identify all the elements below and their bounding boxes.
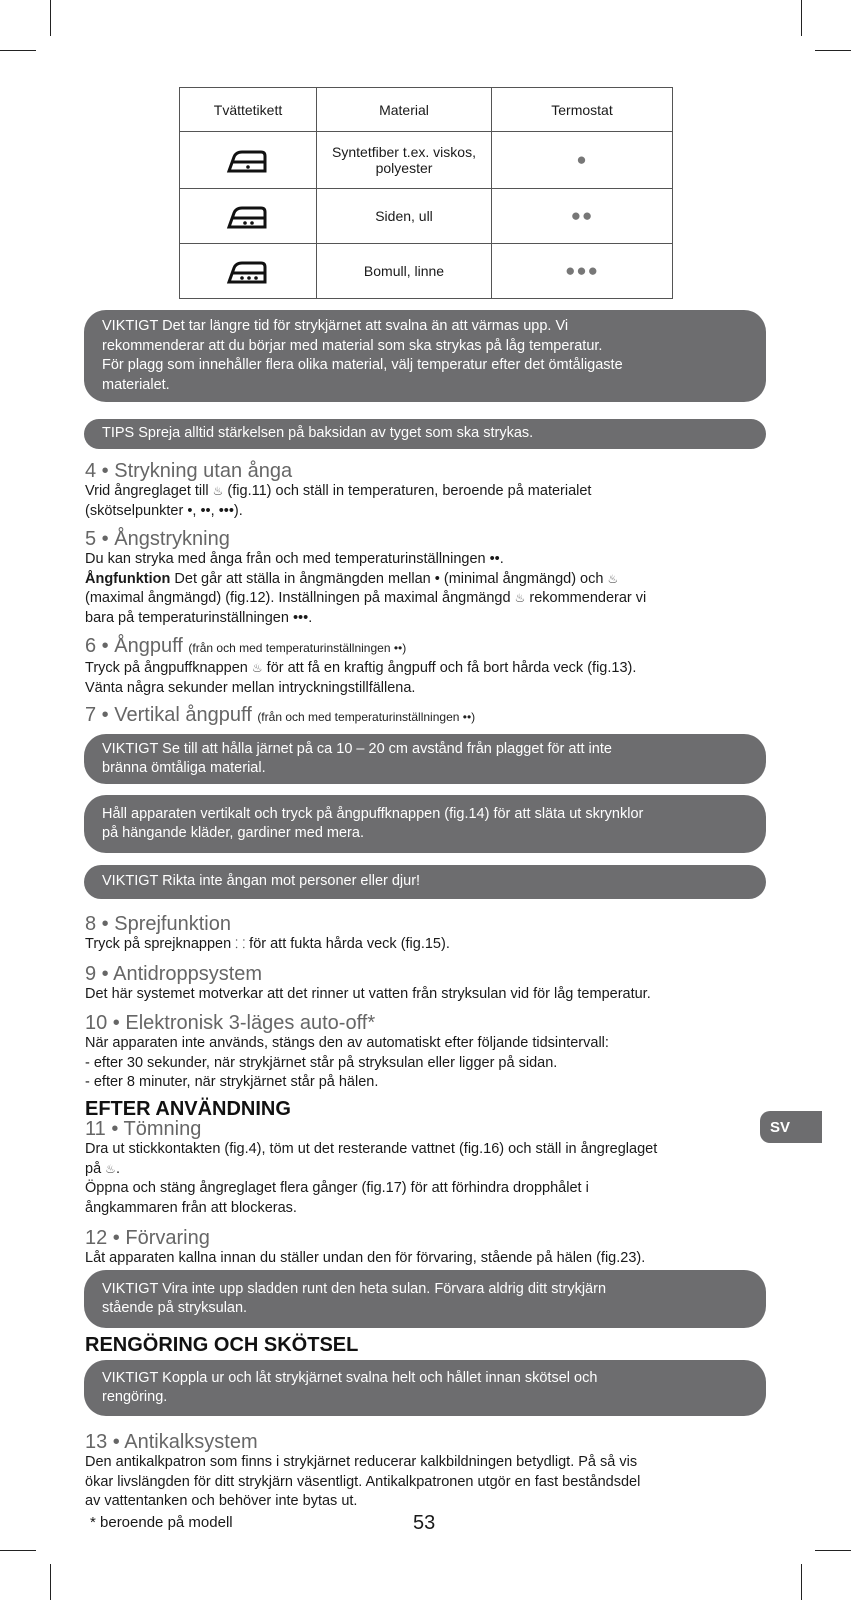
important-distance-box: VIKTIGT Se till att hålla järnet på ca 10 – 20 cm avstånd från plagget för att inte bränna ömtåliga material. (84, 734, 766, 784)
crop-mark (50, 1564, 51, 1600)
section-title: 9 • Antidroppsystem (85, 963, 263, 985)
section-7: 7 • Vertikal ångpuff (från och med temperaturinställningen ••) (85, 704, 476, 726)
section-8: 8 • Sprejfunktion Tryck på sprejknappen ⸬ för att fukta hårda veck (fig.15). (85, 913, 770, 955)
important-direction-box: VIKTIGT Rikta inte ångan mot personer eller djur! (84, 865, 766, 899)
steam-max-icon: ♨ (514, 591, 526, 605)
iron-one-dot-icon (180, 132, 317, 189)
section-title: 8 • Sprejfunktion (85, 913, 231, 935)
section-title: 11 • Tömning (85, 1118, 202, 1140)
iron-two-dots-icon (180, 189, 317, 244)
table-header: Tvättetikett (180, 88, 317, 132)
tips-starch-box: TIPS Spreja alltid stärkelsen på baksidan av tyget som ska strykas. (84, 419, 766, 449)
section-title: 7 • Vertikal ångpuff (85, 704, 252, 726)
table-header: Material (317, 88, 492, 132)
important-cooling-box: VIKTIGT Det tar längre tid för strykjärnet att svalna än att värmas upp. Vi rekommenderar att du börjar med material som ska strykas på låg temperatur. För plagg som innehåller flera olika material, välj temperatur efter det ömtåligaste materialet. (84, 310, 766, 402)
section-9: 9 • Antidroppsystem Det här systemet motverkar att det rinner ut vatten från stryksulan vid för låg temperatur. (85, 963, 770, 1005)
spray-icon: ⸬ (235, 937, 246, 951)
table-cell: ●●● (492, 244, 673, 299)
table-cell: Syntetfiber t.ex. viskos, polyester (317, 132, 492, 189)
iron-three-dots-icon (180, 244, 317, 299)
footnote: * beroende på modell (90, 1514, 233, 1531)
table-cell: ● (492, 132, 673, 189)
section-title: 4 • Strykning utan ånga (85, 460, 293, 482)
table-header: Termostat (492, 88, 673, 132)
section-title: 12 • Förvaring (85, 1227, 210, 1249)
crop-mark (801, 0, 802, 36)
page-number: 53 (413, 1512, 436, 1534)
table-cell: ●● (492, 189, 673, 244)
language-tab: SV (760, 1111, 822, 1143)
crop-mark (0, 50, 36, 51)
table-cell: Bomull, linne (317, 244, 492, 299)
section-title: 13 • Antikalksystem (85, 1431, 258, 1453)
section-5: 5 • Ångstrykning Du kan stryka med ånga från och med temperaturinställningen ••. Ångfunktion Det går att ställa in ångmängden mellan • (minimal ångmängd) och ♨ (maximal ångmängd) (fig.12). Inställningen på maximal ångmängd ♨ rekommenderar vi bara på temperaturinställningen •••. (85, 528, 770, 628)
section-title: 10 • Elektronisk 3-läges auto-off* (85, 1012, 376, 1034)
section-6: 6 • Ångpuff (från och med temperaturinställningen ••) Tryck på ångpuffknappen ♨ för att få en kraftig ångpuff och få bort hårda veck (fig.13). Vänta några sekunder mellan intryckningstillfällena. (85, 635, 637, 696)
steam-max-icon: ♨ (607, 571, 619, 586)
steam-zero-icon: ♨ (105, 1161, 116, 1176)
section-11: 11 • Tömning Dra ut stickkontakten (fig.4), töm ut det resterande vattnet (fig.16) och ställ in ångreglaget på ♨. Öppna och stäng ångreglaget flera gånger (fig.17) för att förhindra dropphålet i ångkammaren från att blockeras. (85, 1118, 770, 1218)
crop-mark (815, 50, 851, 51)
after-use-heading: EFTER ANVÄNDNING (85, 1098, 291, 1120)
table-cell: Siden, ull (317, 189, 492, 244)
steam-puff-icon: ♨ (251, 661, 263, 675)
steam-zero-icon: ♨ (212, 484, 224, 498)
crop-mark (0, 1550, 36, 1551)
crop-mark (801, 1564, 802, 1600)
section-12: 12 • Förvaring Låt apparaten kallna innan du ställer undan den för förvaring, stående på hälen (fig.23). (85, 1227, 770, 1269)
important-cord-box: VIKTIGT Vira inte upp sladden runt den heta sulan. Förvara aldrig ditt strykjärn stående på stryksulan. (84, 1270, 766, 1328)
vertical-steam-box: Håll apparaten vertikalt och tryck på ångpuffknappen (fig.14) för att släta ut skrynklor på hängande kläder, gardiner med mera. (84, 795, 766, 853)
care-heading: RENGÖRING OCH SKÖTSEL (85, 1334, 359, 1356)
section-10: 10 • Elektronisk 3-läges auto-off* När apparaten inte används, stängs den av automatiskt efter följande tidsintervall: - efter 30 sekunder, när strykjärnet står på stryksulan eller ligger på sidan. - efter 8 minuter, när strykjärnet står på hälen. (85, 1012, 770, 1093)
section-4: 4 • Strykning utan ånga Vrid ångreglaget till ♨ (fig.11) och ställ in temperaturen, beroende på materialet (skötselpunkter •, ••, •••). (85, 460, 770, 521)
important-unplug-box: VIKTIGT Koppla ur och låt strykjärnet svalna helt och hållet innan skötsel och rengöring. (84, 1360, 766, 1416)
section-title: 5 • Ångstrykning (85, 528, 230, 550)
section-13: 13 • Antikalksystem Den antikalkpatron som finns i strykjärnet reducerar kalkbildningen betydligt. På så vis ökar livslängden för ditt strykjärn väsentligt. Antikalkpatronen utgör en fast beståndsdel av vattentanken och behöver inte bytas ut. (85, 1431, 770, 1512)
crop-mark (50, 0, 51, 36)
crop-mark (815, 1550, 851, 1551)
section-title: 6 • Ångpuff (85, 635, 183, 657)
care-label-table (179, 87, 673, 299)
